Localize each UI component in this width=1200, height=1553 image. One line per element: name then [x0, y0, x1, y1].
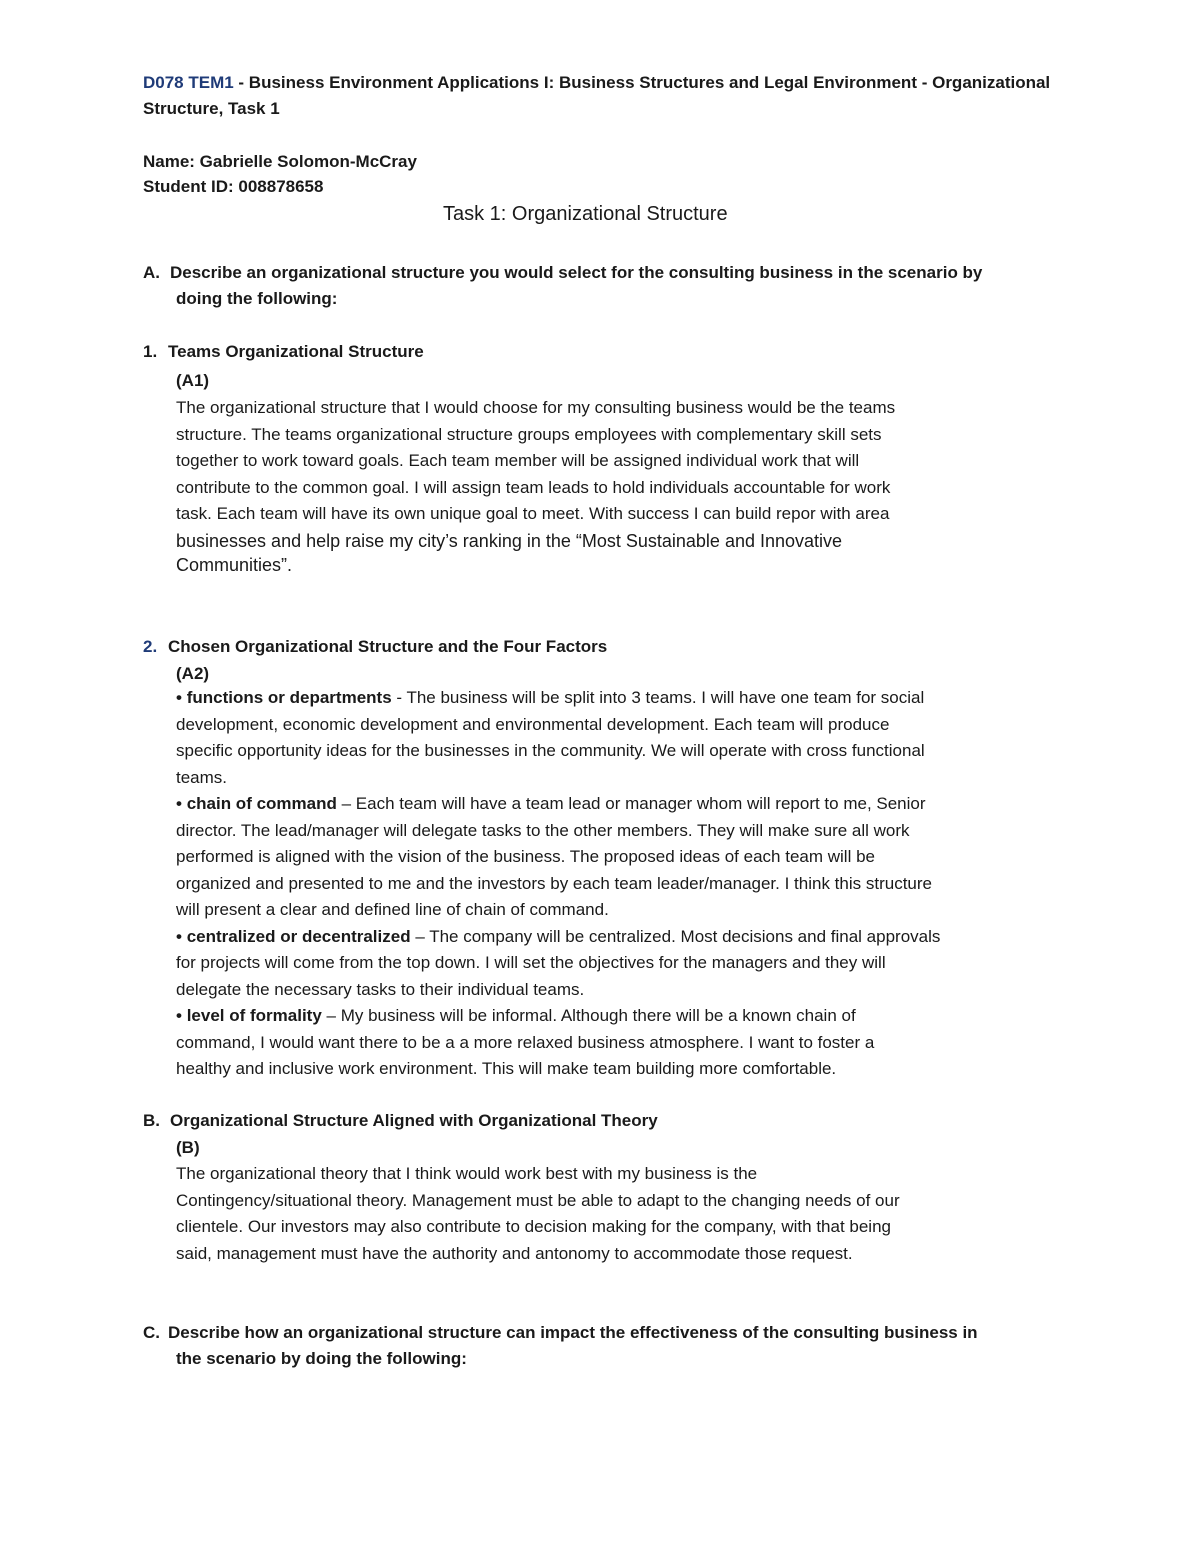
- section-b-line: Contingency/situational theory. Management must be able to adapt to the changing needs of our: [176, 1190, 900, 1210]
- item-1-line: structure. The teams organizational structure groups employees with complementary skill sets: [176, 424, 882, 444]
- factor-label: functions or departments: [186, 688, 392, 707]
- factor-centralization: [176, 924, 1076, 951]
- factor-line: organized and presented to me and the investors by each team leader/manager. I think this structure: [176, 873, 932, 893]
- section-a-line2: doing the following:: [176, 289, 338, 308]
- factor-text: - The business will be split into 3 teams. I will have one team for social: [391, 688, 925, 707]
- section-b-line: said, management must have the authority and antonomy to accommodate those request.: [176, 1243, 853, 1263]
- item-1-line: contribute to the common goal. I will assign team leads to hold individuals accountable for work: [176, 477, 891, 497]
- bullet-icon: •: [176, 926, 182, 946]
- student-name: Name: Gabrielle Solomon-McCray: [143, 152, 417, 171]
- factor-line: will present a clear and defined line of chain of command.: [176, 900, 609, 919]
- factor-formality: [176, 1003, 1076, 1030]
- section-c-marker: C.: [143, 1323, 160, 1342]
- section-b-heading: Organizational Structure Aligned with Organizational Theory: [170, 1111, 658, 1130]
- course-title: - Business Environment Applications I: Business Structures and Legal Environment - Organizational: [233, 73, 1051, 92]
- factor-line: teams.: [176, 767, 228, 787]
- item-1-line: task. Each team will have its own unique goal to meet. With success I can build repor with area: [176, 504, 890, 523]
- factor-functions: [176, 685, 1076, 712]
- section-a-line1: Describe an organizational structure you would select for the consulting business in the scenario by: [170, 263, 983, 282]
- factor-text: – My business will be informal. Although there will be a known chain of: [321, 1006, 856, 1025]
- course-header-line2: Structure, Task 1: [143, 99, 280, 118]
- factor-line: healthy and inclusive work environment. This will make team building more comfortable.: [176, 1059, 837, 1078]
- factor-line: delegate the necessary tasks to their individual teams.: [176, 979, 585, 999]
- item-2-marker: 2.: [143, 637, 158, 656]
- bullet-icon: •: [176, 1006, 182, 1025]
- section-b-marker: B.: [143, 1111, 160, 1130]
- item-1-line: Communities”.: [176, 555, 293, 575]
- factor-text: – Each team will have a team lead or manager whom will report to me, Senior: [336, 794, 926, 813]
- factor-line: command, I would want there to be a a more relaxed business atmosphere. I want to foster a: [176, 1032, 875, 1052]
- factor-text: – The company will be centralized. Most decisions and final approvals: [410, 926, 941, 946]
- item-2-body: [176, 685, 1076, 1083]
- bullet-icon: •: [176, 794, 182, 813]
- factor-label: level of formality: [186, 1006, 322, 1025]
- section-c-line1: Describe how an organizational structure can impact the effectiveness of the consulting business in: [168, 1323, 978, 1342]
- item-1-line: together to work toward goals. Each team member will be assigned individual work that will: [176, 451, 860, 470]
- factor-line: performed is aligned with the vision of the business. The proposed ideas of each team will be: [176, 847, 875, 866]
- item-2-tag: (A2): [176, 664, 210, 683]
- item-1-marker: 1.: [143, 342, 158, 361]
- factor-label: chain of command: [186, 794, 337, 813]
- factor-label: centralized or decentralized: [186, 926, 411, 946]
- student-id: Student ID: 008878658: [143, 177, 324, 196]
- factor-chain-of-command: [176, 791, 1076, 818]
- section-b-line: The organizational theory that I think would work best with my business is the: [176, 1164, 758, 1183]
- factor-line: director. The lead/manager will delegate tasks to the other members. They will make sure all work: [176, 820, 910, 840]
- section-a-marker: A.: [143, 263, 160, 282]
- item-1-body: [176, 395, 1076, 576]
- course-header-line1: [143, 70, 1050, 96]
- section-b-tag: (B): [176, 1138, 200, 1157]
- section-c-line2: the scenario by doing the following:: [176, 1349, 467, 1368]
- item-1-tag: (A1): [176, 371, 210, 390]
- item-1-line: The organizational structure that I would choose for my consulting business would be the teams: [176, 398, 896, 417]
- course-code: D078 TEM1: [143, 73, 234, 92]
- factor-line: for projects will come from the top down. I will set the objectives for the managers and they will: [176, 953, 886, 972]
- section-b-body: [176, 1161, 1076, 1267]
- item-2-heading: Chosen Organizational Structure and the Four Factors: [168, 637, 608, 656]
- factor-line: specific opportunity ideas for the businesses in the community. We will operate with cross functional: [176, 741, 925, 760]
- section-b-line: clientele. Our investors may also contribute to decision making for the company, with that being: [176, 1217, 891, 1236]
- item-1-line: businesses and help raise my city’s ranking in the “Most Sustainable and Innovative: [176, 530, 843, 551]
- factor-line: development, economic development and environmental development. Each team will produce: [176, 714, 890, 734]
- item-1-heading: Teams Organizational Structure: [168, 342, 424, 361]
- bullet-icon: •: [176, 688, 182, 707]
- document-title: Task 1: Organizational Structure: [443, 203, 728, 225]
